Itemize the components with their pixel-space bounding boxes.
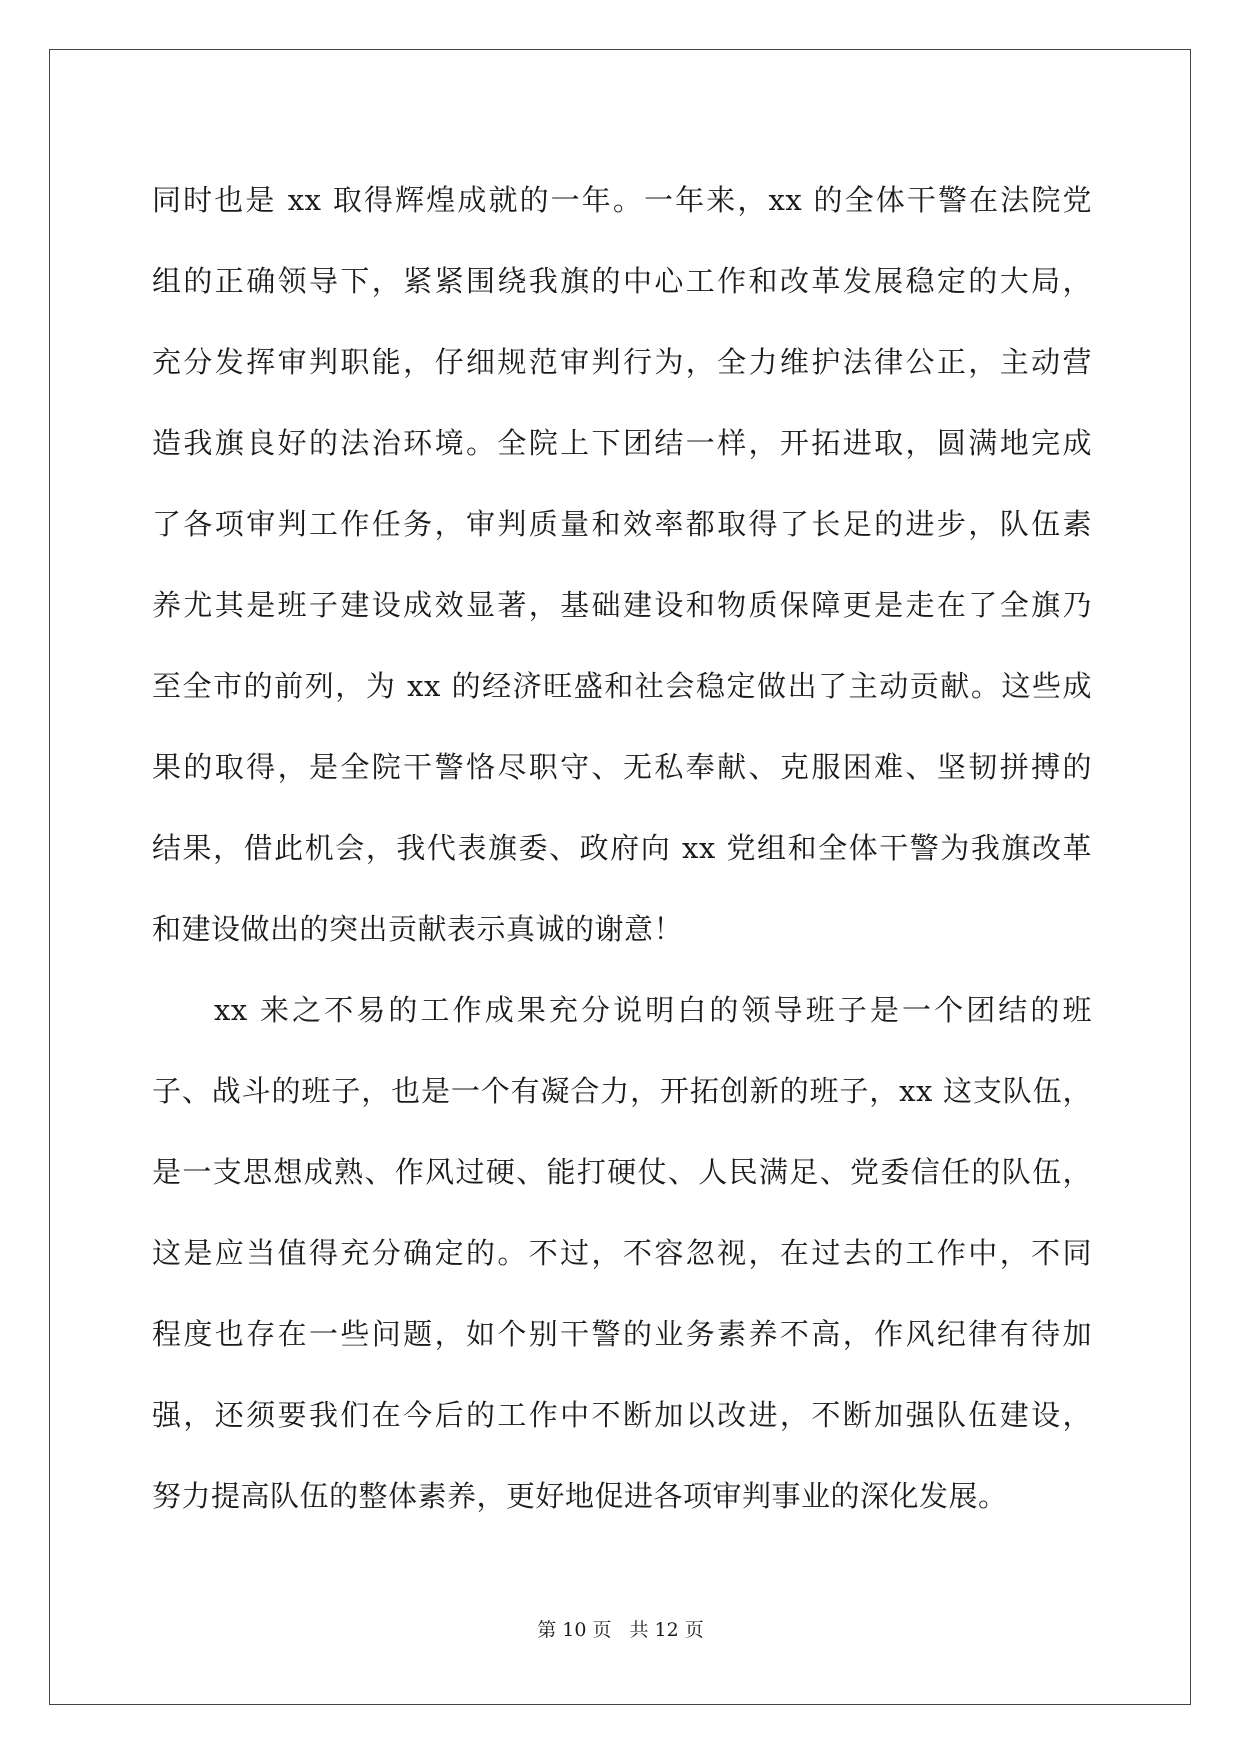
- document-body: [152, 160, 1092, 1537]
- text-line: 同时也是 xx 取得辉煌成就的一年。一年来，xx 的全体干警在法院党: [152, 183, 1092, 217]
- text-line: 努力提高队伍的整体素养，更好地促进各项审判事业的深化发展。: [152, 1479, 1008, 1513]
- text-line: 了各项审判工作任务，审判质量和效率都取得了长足的进步，队伍素: [152, 507, 1092, 541]
- text-line: 强，还须要我们在今后的工作中不断加以改进，不断加强队伍建设，: [152, 1398, 1092, 1432]
- page-total: 共 12 页: [629, 1619, 704, 1641]
- text-line: 至全市的前列，为 xx 的经济旺盛和社会稳定做出了主动贡献。这些成: [152, 669, 1092, 703]
- text-line: xx 来之不易的工作成果充分说明白的领导班子是一个团结的班: [214, 993, 1092, 1027]
- paragraph-1: [152, 160, 1092, 970]
- text-line: 程度也存在一些问题，如个别干警的业务素养不高，作风纪律有待加: [152, 1317, 1092, 1351]
- text-line: 是一支思想成熟、作风过硬、能打硬仗、人民满足、党委信任的队伍，: [152, 1155, 1092, 1189]
- text-line: 结果，借此机会，我代表旗委、政府向 xx 党组和全体干警为我旗改革: [152, 831, 1092, 865]
- text-line: 养尤其是班子建设成效显著，基础建设和物质保障更是走在了全旗乃: [152, 588, 1092, 622]
- paragraph-2: [152, 970, 1092, 1537]
- text-line: 子、战斗的班子，也是一个有凝合力，开拓创新的班子，xx 这支队伍，: [152, 1074, 1092, 1108]
- page-footer: [0, 1618, 1241, 1642]
- text-line: 组的正确领导下，紧紧围绕我旗的中心工作和改革发展稳定的大局，: [152, 264, 1092, 298]
- page-number: 第 10 页: [537, 1619, 612, 1641]
- text-line: 造我旗良好的法治环境。全院上下团结一样，开拓进取，圆满地完成: [152, 426, 1092, 460]
- text-line: 这是应当值得充分确定的。不过，不容忽视，在过去的工作中，不同: [152, 1236, 1092, 1270]
- text-line: 果的取得，是全院干警恪尽职守、无私奉献、克服困难、坚韧拼搏的: [152, 750, 1092, 784]
- text-line: 充分发挥审判职能，仔细规范审判行为，全力维护法律公正，主动营: [152, 345, 1092, 379]
- text-line: 和建设做出的突出贡献表示真诚的谢意！: [152, 912, 684, 946]
